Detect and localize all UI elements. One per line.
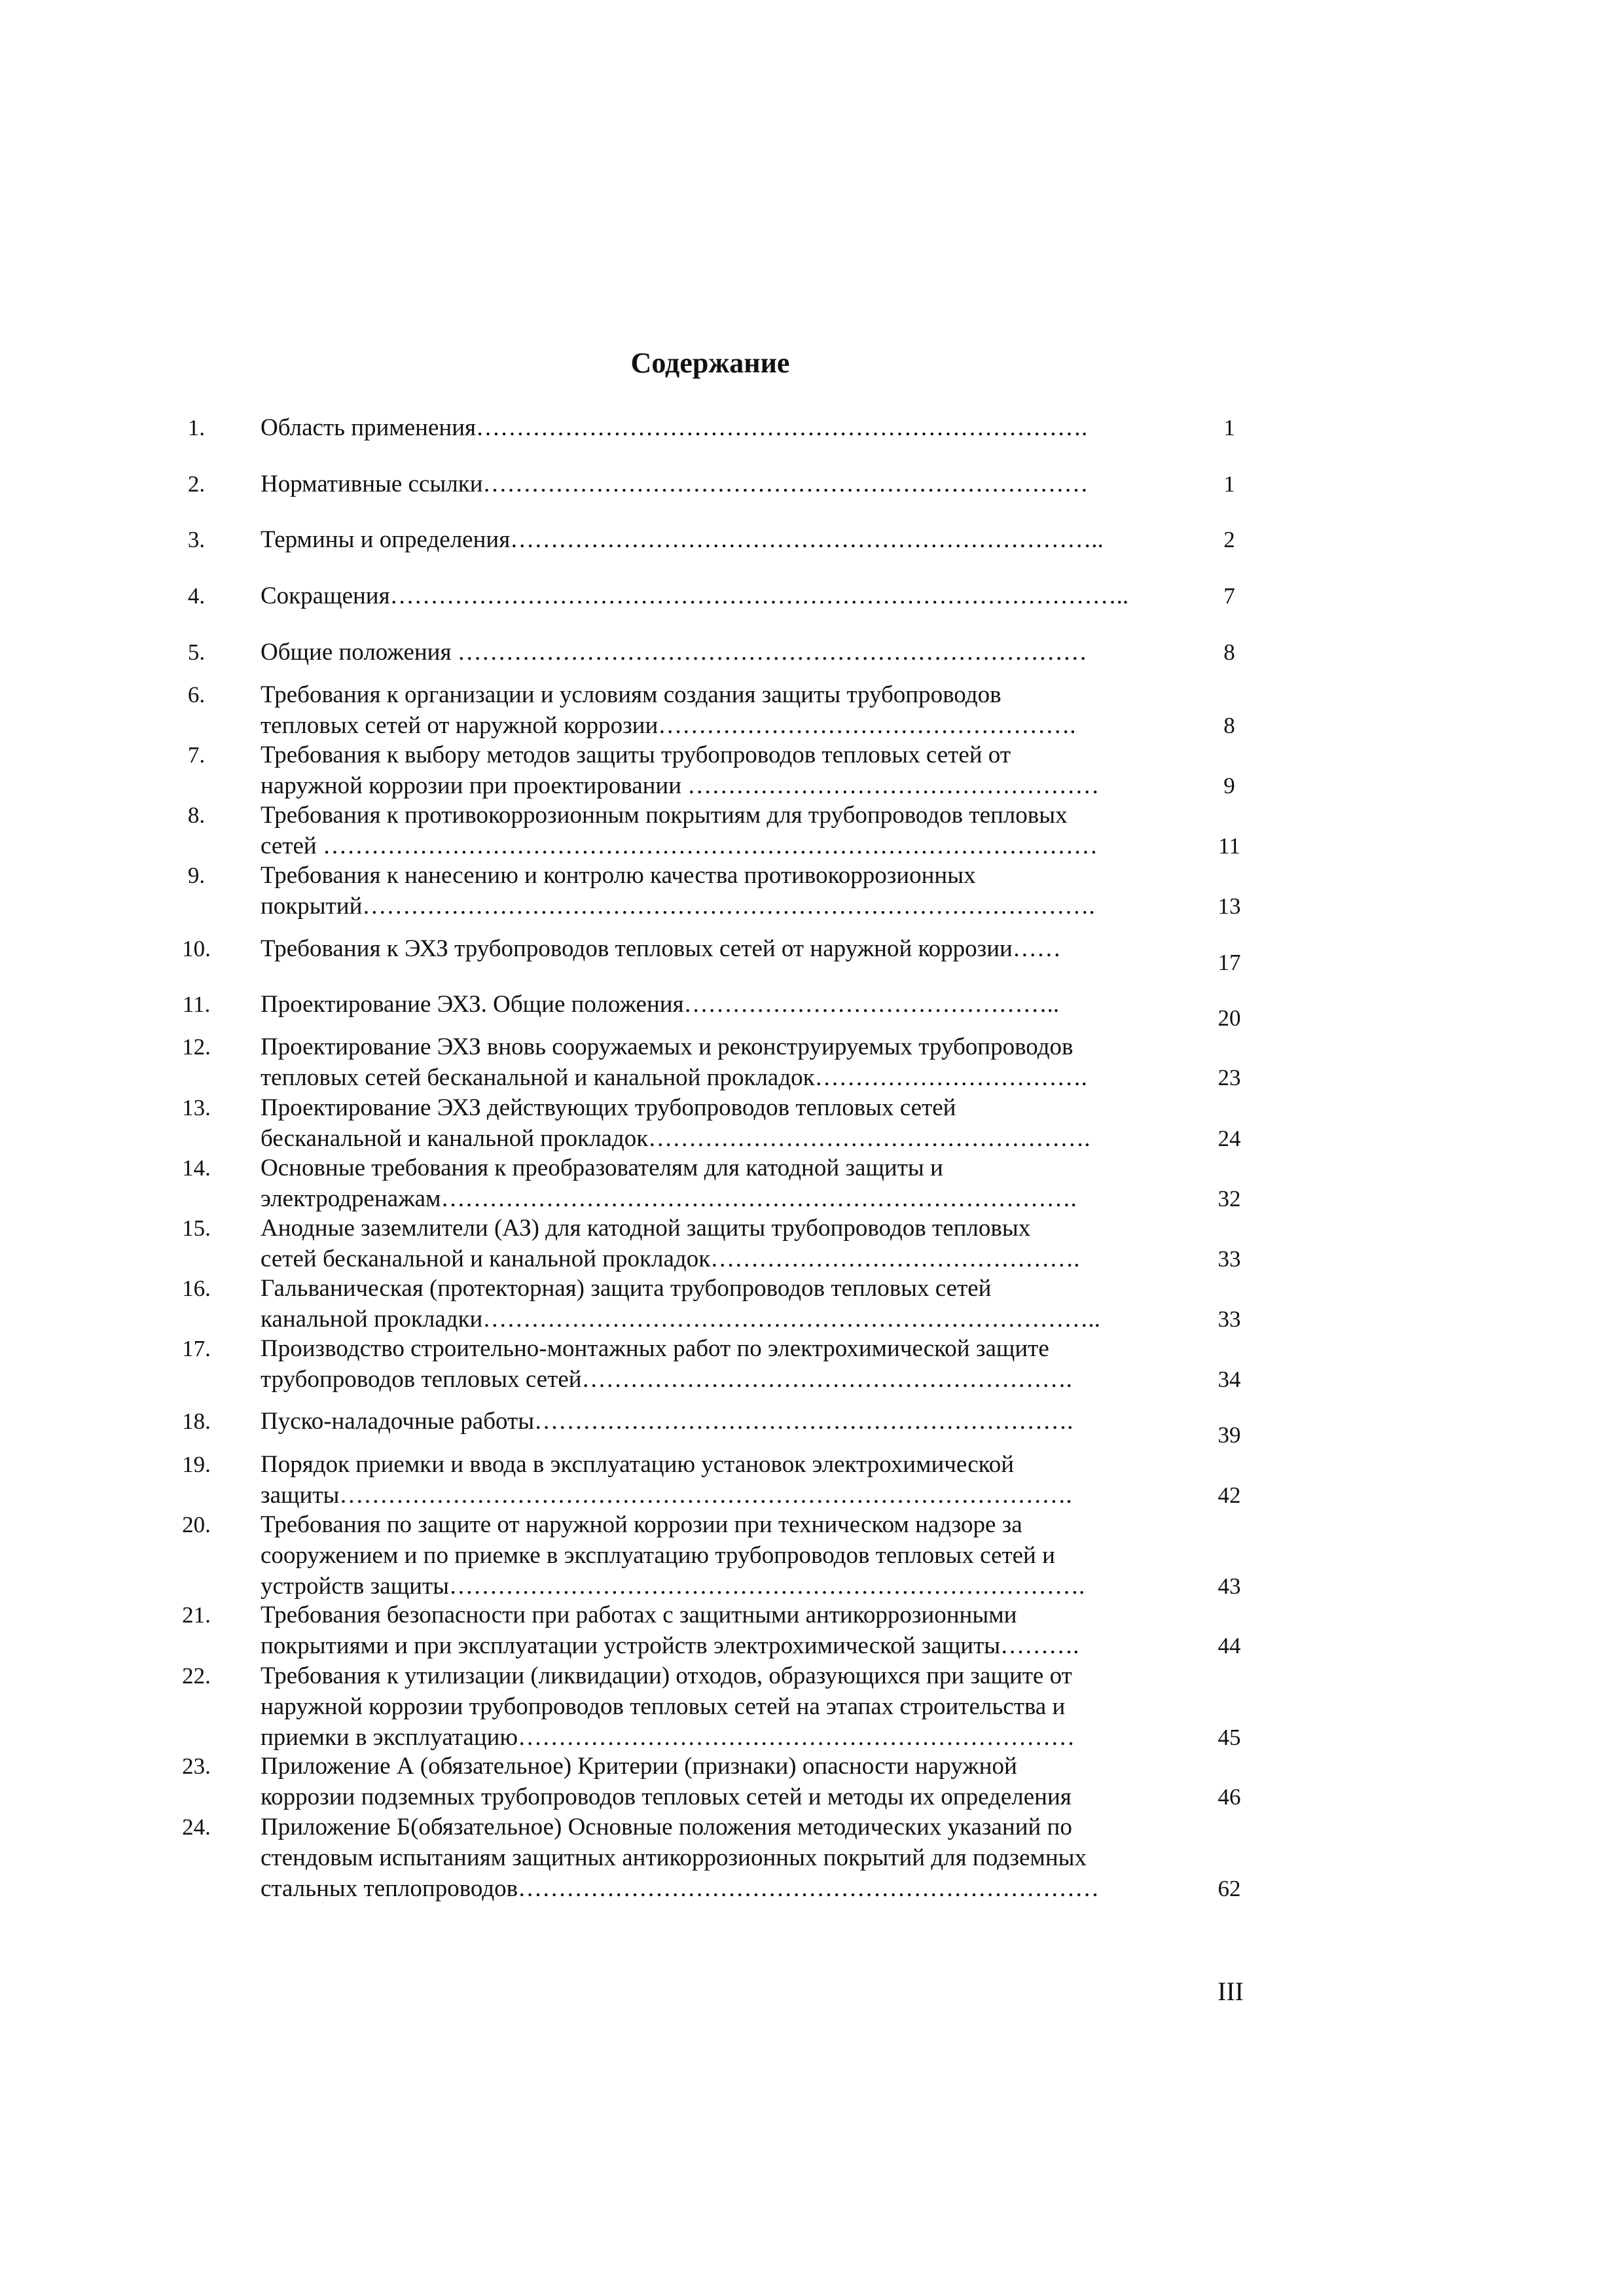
toc-entry-number: 18. [182,1408,211,1434]
toc-entry-number: 16. [182,1276,211,1301]
toc-entry-page: 11 [1218,833,1240,859]
toc-entry-title: Анодные заземлители (АЗ) для катодной защиты трубопроводов тепловых сетей бесканальной и канальной прокладок………………………………………. [261,1215,1080,1272]
toc-entry-page: 20 [1218,1005,1241,1031]
toc-entry-page: 43 [1218,1573,1241,1599]
toc-entry-number: 14. [182,1155,211,1181]
toc-entry-title: Пуско-наладочные работы…………………………………………………………. [261,1408,1074,1435]
toc-entry-title: Порядок приемки и ввода в эксплуатацию установок электрохимической защиты………………………………………………………………………………. [261,1451,1072,1509]
toc-entry-page: 42 [1218,1482,1241,1508]
toc-entry-title: Требования к противокоррозионным покрытиям для трубопроводов тепловых сетей …………………………………………………………………………………… [261,802,1098,859]
toc-entry-page: 23 [1218,1065,1241,1090]
toc-entry-page: 1 [1223,415,1235,440]
toc-entry-number: 7. [187,742,206,768]
toc-entry-page: 2 [1223,527,1235,552]
toc-entry-number: 20. [182,1512,211,1537]
toc-entry-title: Общие положения …………………………………………………………………… [261,639,1087,666]
toc-entry-page: 46 [1218,1784,1241,1810]
toc-entry-title: Требования к утилизации (ликвидации) отходов, образующихся при защите от наружной коррозии трубопроводов тепловых сетей на этапах строительства и приемки в эксплуатацию…………………………………………………………… [261,1662,1075,1751]
toc-entry-title: Требования безопасности при работах с защитными антикоррозионными покрытиями и при эксплуатации устройств электрохимической защиты………. [261,1602,1079,1659]
toc-entry-number: 12. [182,1034,211,1060]
toc-entry-number: 4. [187,583,206,609]
toc-title: Содержание [630,347,790,379]
toc-entry-number: 2. [187,471,206,497]
toc-entry-title: Приложение Б(обязательное) Основные положения методических указаний по стендовым испытаниям защитных антикоррозионных покрытий для подземных стальных теплопроводов……………………………………………………………… [261,1814,1100,1902]
toc-entry-page: 24 [1218,1126,1241,1151]
toc-entry-page: 33 [1218,1246,1241,1272]
toc-entry-page: 62 [1218,1876,1241,1901]
toc-entry-number: 8. [187,802,206,828]
toc-entry-title: Область применения…………………………………………………………………. [261,414,1088,441]
toc-entry-number: 15. [182,1215,211,1241]
toc-entry-number: 11. [182,992,211,1017]
toc-entry-number: 24. [182,1814,211,1840]
toc-entry-page: 1 [1223,471,1235,497]
toc-entry-page: 8 [1223,639,1235,665]
toc-entry-number: 5. [187,639,206,665]
toc-entry-number: 3. [187,527,206,552]
toc-entry-number: 9. [187,863,206,888]
toc-entry-page: 39 [1218,1422,1241,1448]
toc-entry-page: 7 [1223,583,1235,609]
toc-entry-title: Требования к выбору методов защиты трубопроводов тепловых сетей от наружной коррозии при проектировании …………………………………………… [261,742,1100,799]
toc-entry-title: Проектирование ЭХЗ действующих трубопроводов тепловых сетей бесканальной и канальной прокладок………………………………………………. [261,1094,1091,1152]
toc-entry-number: 19. [182,1452,211,1477]
toc-entry-number: 17. [182,1336,211,1361]
toc-entry-number: 23. [182,1753,211,1779]
toc-entry-number: 13. [182,1095,211,1121]
toc-entry-title: Производство строительно-монтажных работ по электрохимической защите трубопроводов тепловых сетей……………………………………………………. [261,1335,1072,1393]
toc-entry-page: 44 [1218,1633,1241,1659]
toc-entry-number: 6. [187,682,206,708]
toc-entry-title: Сокращения……………………………………………………………………………….. [261,583,1129,609]
toc-entry-page: 9 [1223,773,1235,798]
toc-entry-title: Требования по защите от наружной коррозии при техническом надзоре за сооружением и по приемке в эксплуатацию трубопроводов тепловых сетей и устройств защиты……………………………………………………………………. [261,1511,1085,1600]
toc-entry-number: 10. [182,936,211,961]
toc-entry-title: Термины и определения……………………………………………………………….. [261,526,1104,553]
toc-entry-title: Основные требования к преобразователям для катодной защиты и электродренажам……………………………………………………………………. [261,1155,1077,1212]
toc-entry-title: Нормативные ссылки………………………………………………………………… [261,471,1089,497]
toc-entry-page: 33 [1218,1306,1241,1332]
toc-entry-page: 17 [1218,950,1241,975]
toc-entry-title: Приложение А (обязательное) Критерии (признаки) опасности наружной коррозии подземных трубопроводов тепловых сетей и методы их определения [261,1753,1072,1810]
toc-entry-title: Гальваническая (протекторная) защита трубопроводов тепловых сетей канальной прокладки………………………………………………………………….. [261,1275,1100,1333]
toc-entry-page: 13 [1218,893,1241,919]
toc-entry-number: 21. [182,1602,211,1628]
toc-entry-title: Проектирование ЭХЗ вновь сооружаемых и реконструируемых трубопроводов тепловых сетей бесканальной и канальной прокладок……………………………. [261,1033,1087,1091]
toc-entry-page: 45 [1218,1725,1241,1750]
toc-entry-page: 8 [1223,713,1235,738]
toc-entry-number: 22. [182,1663,211,1689]
toc-entry-title: Требования к ЭХЗ трубопроводов тепловых сетей от наружной коррозии…… [261,935,1061,962]
page-number: III [1218,1977,1244,2006]
toc-entry-title: Проектирование ЭХЗ. Общие положения……………………………………….. [261,991,1060,1018]
toc-entry-title: Требования к организации и условиям создания защиты трубопроводов тепловых сетей от наружной коррозии……………………………………………. [261,681,1076,739]
toc-entry-page: 34 [1218,1367,1241,1392]
toc-entry-number: 1. [187,415,206,440]
toc-entry-title: Требования к нанесению и контролю качества противокоррозионных покрытий………………………………………………………………………………. [261,862,1095,920]
toc-entry-page: 32 [1218,1186,1241,1211]
